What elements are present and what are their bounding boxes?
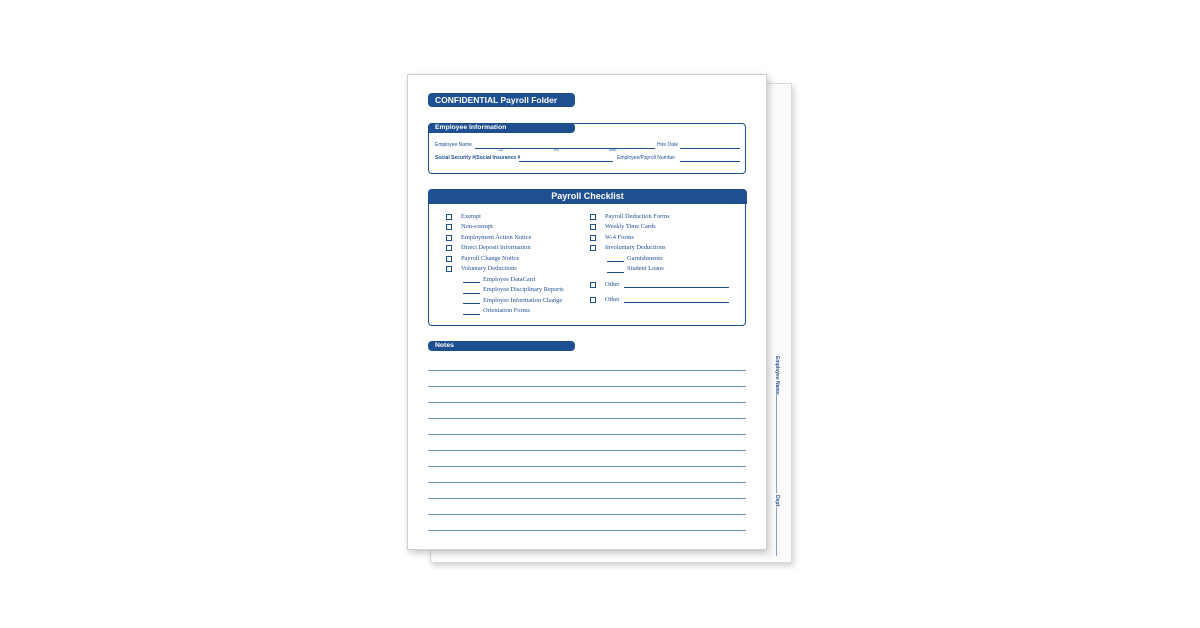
checkbox-non-exempt[interactable]: [446, 224, 452, 230]
checkbox-employment-action-notice[interactable]: [446, 235, 452, 241]
blank-garnishments[interactable]: [607, 261, 624, 262]
checklist-item-other-1: Other: [605, 281, 620, 288]
checklist-subitem-information-change: Employee Information Change: [483, 297, 563, 304]
checklist-item-non-exempt: Non-exempt: [461, 223, 493, 230]
payroll-number-field[interactable]: [680, 161, 740, 162]
checkbox-payroll-deduction-forms[interactable]: [590, 214, 596, 220]
checklist-item-other-2: Other: [605, 296, 620, 303]
checkbox-payroll-change-notice[interactable]: [446, 256, 452, 262]
tab-label-dept: Dept.: [774, 495, 780, 508]
checkbox-weekly-time-cards[interactable]: [590, 224, 596, 230]
middle-name-sublabel: Middle: [609, 149, 617, 152]
checklist-item-payroll-deduction-forms: Payroll Deduction Forms: [605, 213, 670, 220]
ssn-label: Social Security #/Social Insurance #: [435, 155, 521, 161]
checkbox-other-1[interactable]: [590, 282, 596, 288]
note-line[interactable]: [428, 434, 746, 435]
other-2-field[interactable]: [624, 302, 729, 303]
note-line[interactable]: [428, 386, 746, 387]
checklist-subitem-garnishments: Garnishments: [627, 255, 663, 262]
payroll-folder-sheet: [407, 74, 767, 550]
checklist-item-exempt: Exempt: [461, 213, 481, 220]
tab-line-employee-name: [776, 389, 777, 493]
tab-line-dept: [776, 508, 777, 556]
note-line[interactable]: [428, 482, 746, 483]
checklist-item-voluntary-deductions: Voluntary Deductions: [461, 265, 517, 272]
note-line[interactable]: [428, 498, 746, 499]
blank-orientation-forms[interactable]: [463, 314, 480, 315]
note-line[interactable]: [428, 402, 746, 403]
checklist-item-direct-deposit: Direct Deposit Information: [461, 244, 531, 251]
checklist-subitem-orientation-forms: Orientation Forms: [483, 307, 531, 314]
employee-info-header: Employee Information: [428, 123, 575, 133]
checklist-subitem-student-loans: Student Loans: [627, 265, 664, 272]
note-line[interactable]: [428, 370, 746, 371]
checkbox-voluntary-deductions[interactable]: [446, 266, 452, 272]
blank-information-change[interactable]: [463, 303, 480, 304]
note-line[interactable]: [428, 466, 746, 467]
note-line[interactable]: [428, 514, 746, 515]
checklist-item-payroll-change-notice: Payroll Change Notice: [461, 255, 520, 262]
blank-disciplinary-reports[interactable]: [463, 293, 480, 294]
checklist-item-involuntary-deductions: Involuntary Deductions: [605, 244, 666, 251]
checklist-item-w4-forms: W-4 Forms: [605, 234, 634, 241]
hire-date-field[interactable]: [680, 148, 740, 149]
checklist-subitem-employee-datacard: Employee DataCard: [483, 276, 535, 283]
checkbox-direct-deposit[interactable]: [446, 245, 452, 251]
employee-name-label: Employee Name: [435, 142, 472, 148]
other-1-field[interactable]: [624, 287, 729, 288]
checklist-item-weekly-time-cards: Weekly Time Cards: [605, 223, 656, 230]
note-line[interactable]: [428, 450, 746, 451]
blank-student-loans[interactable]: [607, 272, 624, 273]
note-line[interactable]: [428, 530, 746, 531]
checkbox-exempt[interactable]: [446, 214, 452, 220]
checkbox-w4-forms[interactable]: [590, 235, 596, 241]
note-line[interactable]: [428, 418, 746, 419]
payroll-checklist-header: Payroll Checklist: [428, 189, 747, 204]
hire-date-label: Hire Date: [657, 142, 679, 148]
first-name-sublabel: First: [554, 149, 560, 152]
checkbox-other-2[interactable]: [590, 297, 596, 303]
checkbox-involuntary-deductions[interactable]: [590, 245, 596, 251]
checklist-item-employment-action-notice: Employment Action Notice: [461, 234, 532, 241]
checklist-subitem-disciplinary-reports: Employee Disciplinary Reports: [483, 286, 564, 293]
notes-header: Notes: [428, 341, 575, 351]
tab-label-employee-name: Employee Name: [774, 356, 780, 395]
blank-employee-datacard[interactable]: [463, 282, 480, 283]
payroll-number-label: Employee/Payroll Number: [617, 155, 676, 161]
folder-title: CONFIDENTIAL Payroll Folder: [428, 93, 575, 107]
last-name-sublabel: Last: [498, 149, 503, 152]
ssn-field[interactable]: [519, 161, 613, 162]
